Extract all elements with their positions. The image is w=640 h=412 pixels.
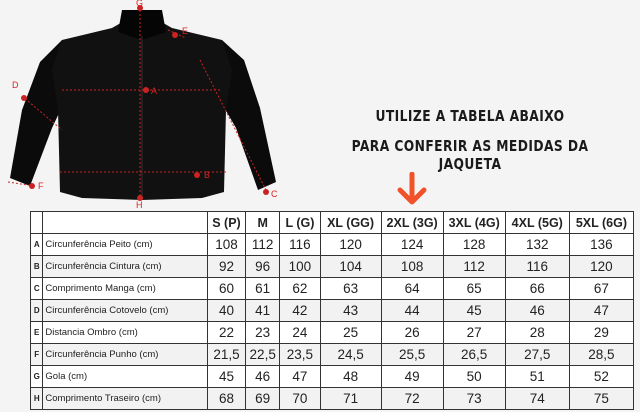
table-cell: 41 bbox=[246, 300, 280, 322]
table-cell: 136 bbox=[569, 234, 633, 256]
table-cell: 112 bbox=[246, 234, 280, 256]
table-cell: 45 bbox=[207, 366, 245, 388]
table-cell: 70 bbox=[280, 388, 320, 410]
point-label-g: G bbox=[136, 0, 144, 8]
table-cell: 25 bbox=[320, 322, 381, 344]
table-cell: 60 bbox=[207, 278, 245, 300]
table-row bbox=[31, 322, 634, 344]
row-measurement-name: Circunferência Punho (cm) bbox=[43, 344, 207, 366]
header-size: 2XL (3G) bbox=[381, 212, 443, 234]
table-cell: 120 bbox=[320, 234, 381, 256]
table-cell: 69 bbox=[246, 388, 280, 410]
jacket-shape bbox=[10, 10, 276, 200]
table-cell: 25,5 bbox=[381, 344, 443, 366]
row-letter: G bbox=[31, 366, 43, 388]
table-cell: 52 bbox=[569, 366, 633, 388]
table-cell: 27,5 bbox=[505, 344, 569, 366]
table-cell: 48 bbox=[320, 366, 381, 388]
row-letter: D bbox=[31, 300, 43, 322]
row-letter: C bbox=[31, 278, 43, 300]
header-size: 4XL (5G) bbox=[505, 212, 569, 234]
table-cell: 28 bbox=[505, 322, 569, 344]
table-cell: 27 bbox=[443, 322, 505, 344]
table-cell: 124 bbox=[381, 234, 443, 256]
point-label-f: F bbox=[38, 181, 44, 191]
table-cell: 47 bbox=[280, 366, 320, 388]
header-size: 5XL (6G) bbox=[569, 212, 633, 234]
table-cell: 46 bbox=[246, 366, 280, 388]
table-cell: 62 bbox=[280, 278, 320, 300]
table-cell: 50 bbox=[443, 366, 505, 388]
header-empty bbox=[43, 212, 207, 234]
table-cell: 47 bbox=[569, 300, 633, 322]
instruction-line-1: UTILIZE A TABELA ABAIXO bbox=[375, 107, 565, 125]
table-row bbox=[31, 366, 634, 388]
table-cell: 128 bbox=[443, 234, 505, 256]
table-cell: 72 bbox=[381, 388, 443, 410]
table-cell: 40 bbox=[207, 300, 245, 322]
table-row bbox=[31, 388, 634, 410]
table-cell: 21,5 bbox=[207, 344, 245, 366]
size-table bbox=[30, 211, 634, 410]
table-cell: 75 bbox=[569, 388, 633, 410]
table-cell: 29 bbox=[569, 322, 633, 344]
point-label-c: C bbox=[271, 189, 278, 199]
point-label-e: E bbox=[182, 26, 189, 36]
table-cell: 92 bbox=[207, 256, 245, 278]
table-cell: 22,5 bbox=[246, 344, 280, 366]
row-letter: F bbox=[31, 344, 43, 366]
table-cell: 64 bbox=[381, 278, 443, 300]
instruction-line-2: PARA CONFERIR AS MEDIDAS DA JAQUETA bbox=[351, 137, 589, 173]
point-label-a: A bbox=[151, 86, 158, 96]
header-size: S (P) bbox=[207, 212, 245, 234]
point-label-b: B bbox=[204, 170, 211, 180]
row-measurement-name: Circunferência Peito (cm) bbox=[43, 234, 207, 256]
point-label-d: D bbox=[12, 80, 19, 90]
table-cell: 96 bbox=[246, 256, 280, 278]
table-row bbox=[31, 234, 634, 256]
table-cell: 100 bbox=[280, 256, 320, 278]
row-measurement-name: Comprimento Manga (cm) bbox=[43, 278, 207, 300]
table-cell: 71 bbox=[320, 388, 381, 410]
jacket-diagram bbox=[0, 0, 300, 210]
table-cell: 46 bbox=[505, 300, 569, 322]
table-cell: 24 bbox=[280, 322, 320, 344]
row-measurement-name: Comprimento Traseiro (cm) bbox=[43, 388, 207, 410]
table-cell: 104 bbox=[320, 256, 381, 278]
table-cell: 61 bbox=[246, 278, 280, 300]
row-measurement-name: Gola (cm) bbox=[43, 366, 207, 388]
table-cell: 108 bbox=[207, 234, 245, 256]
table-cell: 51 bbox=[505, 366, 569, 388]
table-row bbox=[31, 256, 634, 278]
table-row bbox=[31, 278, 634, 300]
point-label-h: H bbox=[136, 200, 143, 210]
arrow-down-icon bbox=[392, 172, 432, 206]
row-measurement-name: Circunferência Cotovelo (cm) bbox=[43, 300, 207, 322]
table-cell: 24,5 bbox=[320, 344, 381, 366]
table-cell: 73 bbox=[443, 388, 505, 410]
table-cell: 68 bbox=[207, 388, 245, 410]
row-letter: A bbox=[31, 234, 43, 256]
row-measurement-name: Circunferência Cintura (cm) bbox=[43, 256, 207, 278]
table-header-row bbox=[31, 212, 634, 234]
header-size: 3XL (4G) bbox=[443, 212, 505, 234]
header-size: XL (GG) bbox=[320, 212, 381, 234]
header-empty bbox=[31, 212, 43, 234]
table-cell: 132 bbox=[505, 234, 569, 256]
table-cell: 44 bbox=[381, 300, 443, 322]
table-cell: 49 bbox=[381, 366, 443, 388]
header-size: M bbox=[246, 212, 280, 234]
row-letter: H bbox=[31, 388, 43, 410]
table-cell: 66 bbox=[505, 278, 569, 300]
table-cell: 120 bbox=[569, 256, 633, 278]
table-cell: 112 bbox=[443, 256, 505, 278]
table-row bbox=[31, 300, 634, 322]
table-cell: 116 bbox=[505, 256, 569, 278]
row-measurement-name: Distancia Ombro (cm) bbox=[43, 322, 207, 344]
table-cell: 26 bbox=[381, 322, 443, 344]
table-cell: 23,5 bbox=[280, 344, 320, 366]
table-cell: 22 bbox=[207, 322, 245, 344]
table-cell: 63 bbox=[320, 278, 381, 300]
table-cell: 45 bbox=[443, 300, 505, 322]
table-cell: 42 bbox=[280, 300, 320, 322]
table-cell: 26,5 bbox=[443, 344, 505, 366]
table-cell: 23 bbox=[246, 322, 280, 344]
header-size: L (G) bbox=[280, 212, 320, 234]
row-letter: B bbox=[31, 256, 43, 278]
table-cell: 108 bbox=[381, 256, 443, 278]
table-cell: 28,5 bbox=[569, 344, 633, 366]
row-letter: E bbox=[31, 322, 43, 344]
table-row bbox=[31, 344, 634, 366]
table-cell: 65 bbox=[443, 278, 505, 300]
table-cell: 116 bbox=[280, 234, 320, 256]
table-cell: 74 bbox=[505, 388, 569, 410]
table-cell: 43 bbox=[320, 300, 381, 322]
table-cell: 67 bbox=[569, 278, 633, 300]
